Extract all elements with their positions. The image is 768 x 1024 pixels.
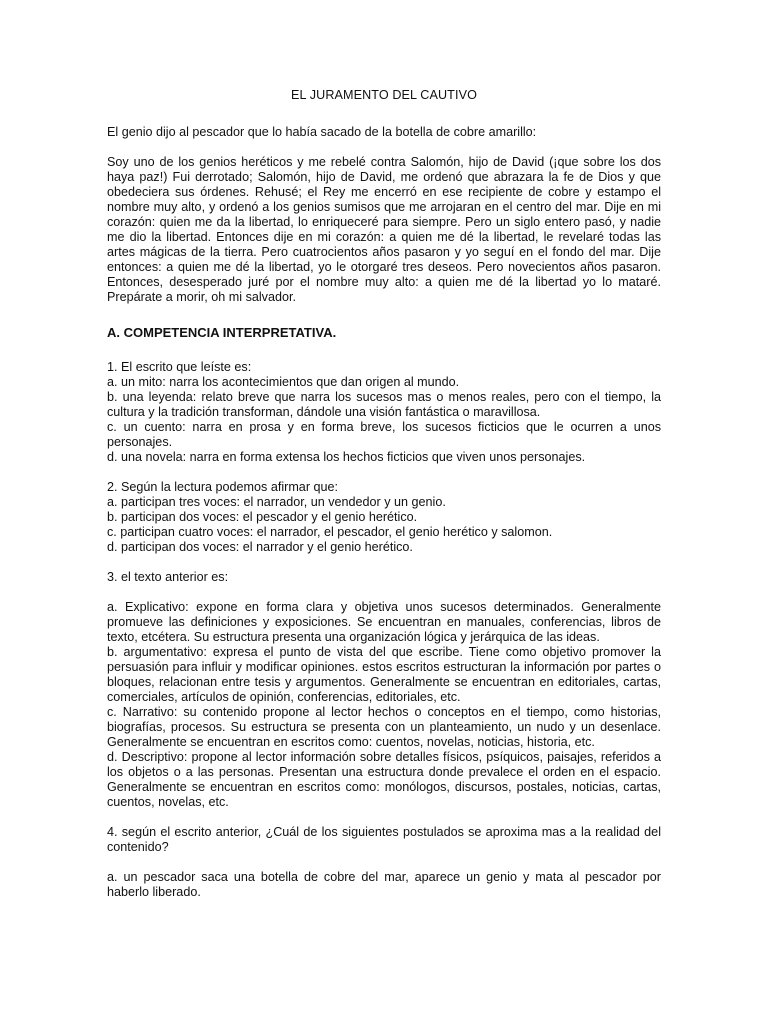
option-c: c. Narrativo: su contenido propone al lector hechos o conceptos en el tiempo, como historias, biografías, procesos. Su estructura se presenta con un planteamiento, un nudo y un desenlace. Generalmente se encuentran en escritos como: cuentos, novelas, noticias, historia, etc.	[107, 705, 661, 749]
section-heading: A. COMPETENCIA INTERPRETATIVA.	[107, 325, 337, 340]
option-b: b. una leyenda: relato breve que narra los sucesos mas o menos reales, pero con el tiempo, la cultura y la tradición transforman, dándole una visión fantástica o maravillosa.	[107, 390, 661, 419]
option-a: a. Explicativo: expone en forma clara y objetiva unos sucesos determinados. Generalmente promueve las definiciones y exposiciones. Se encuentran en manuales, conferencias, libros de texto, etcétera. Su estructura presenta una organización lógica y jerárquica de las ideas.	[107, 600, 661, 644]
question-3	[107, 570, 661, 810]
option-d: d. una novela: narra en forma extensa los hechos ficticios que viven unos personajes.	[107, 450, 586, 464]
option-d: d. Descriptivo: propone al lector información sobre detalles físicos, psíquicos, paisajes, referidos a los objetos o a las personas. Presentan una estructura donde prevalece el orden en el espacio. Generalmente se encuentran en escritos como: monólogos, discursos, postales, noticias, cartas, cuentos, novelas, etc.	[107, 750, 661, 809]
option-b: b. participan dos voces: el pescador y el genio herético.	[107, 510, 418, 524]
option-a: a. un pescador saca una botella de cobre del mar, aparece un genio y mata al pescador por haberlo liberado.	[107, 870, 661, 899]
option-a: a. participan tres voces: el narrador, un vendedor y un genio.	[107, 495, 446, 509]
question-2	[107, 480, 661, 555]
document-title: EL JURAMENTO DEL CAUTIVO	[291, 88, 477, 102]
question-1	[107, 360, 661, 465]
question-stem: 2. Según la lectura podemos afirmar que:	[107, 480, 339, 494]
option-c: c. participan cuatro voces: el narrador, el pescador, el genio herético y salomon.	[107, 525, 553, 539]
question-stem: 4. según el escrito anterior, ¿Cuál de los siguientes postulados se aproxima mas a la realidad del contenido?	[107, 825, 661, 854]
story-paragraph: Soy uno de los genios heréticos y me rebelé contra Salomón, hijo de David (¡que sobre los dos haya paz!) Fui derrotado; Salomón, hijo de David, me ordenó que abrazara la fe de Dios y que obedeciera sus órdenes. Rehusé; el Rey me encerró en ese recipiente de cobre y estampo el nombre muy alto, y ordenó a los genios sumisos que me arrojaran en el centro del mar. Dije en mi corazón: quien me da la libertad, lo enriqueceré para siempre. Pero un siglo entero pasó, y nadie me dio la libertad. Entonces dije en mi corazón: a quien me dé la libertad, le revelaré todas las artes mágicas de la tierra. Pero cuatrocientos años pasaron y yo seguí en el fondo del mar. Dije entonces: a quien me dé la libertad, yo le otorgaré tres deseos. Pero novecientos años pasaron. Entonces, desesperado juré por el nombre muy alto: a quien me dé la libertad yo lo mataré. Prepárate a morir, oh mi salvador.	[107, 155, 661, 304]
option-b: b. argumentativo: expresa el punto de vista del que escribe. Tiene como objetivo promover la persuasión para influir y modificar opiniones. estos escritos estructuran la información por partes o bloques, relacionan entre tesis y argumentos. Generalmente se encuentran en editoriales, cartas, comerciales, artículos de opinión, conferencias, editoriales, etc.	[107, 645, 661, 704]
option-a: a. un mito: narra los acontecimientos que dan origen al mundo.	[107, 375, 460, 389]
question-4	[107, 825, 661, 900]
intro-paragraph: El genio dijo al pescador que lo había sacado de la botella de cobre amarillo:	[107, 125, 537, 139]
option-d: d. participan dos voces: el narrador y el genio herético.	[107, 540, 413, 554]
question-stem: 1. El escrito que leíste es:	[107, 360, 252, 374]
document-page	[107, 88, 661, 915]
question-stem: 3. el texto anterior es:	[107, 570, 229, 584]
option-c: c. un cuento: narra en prosa y en forma breve, los sucesos ficticios que le ocurren a unos personajes.	[107, 420, 661, 449]
